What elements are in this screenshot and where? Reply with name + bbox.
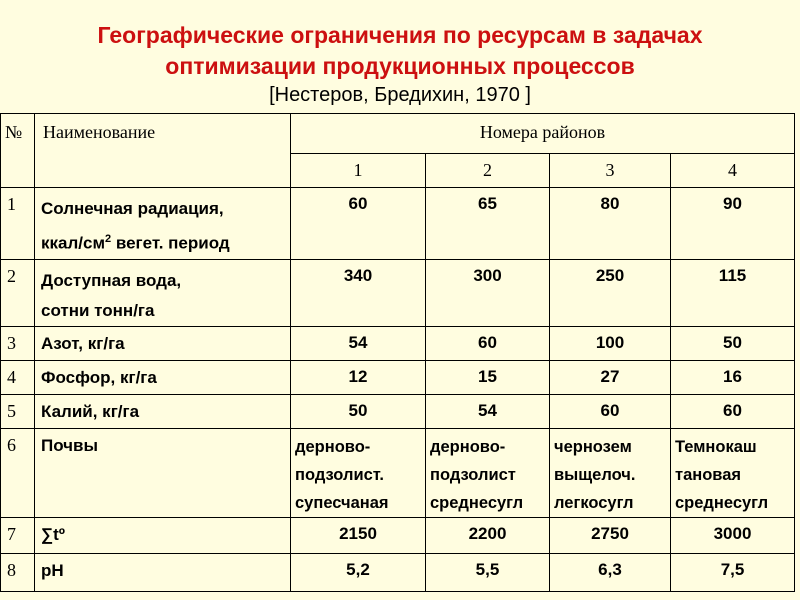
row-name xyxy=(35,188,291,260)
row-name xyxy=(35,259,291,326)
cell-value: 340 xyxy=(291,259,426,326)
soil-line: дерново- xyxy=(430,437,506,456)
cell-value: 60 xyxy=(426,326,550,360)
cell-value: 65 xyxy=(426,188,550,260)
cell-value: 300 xyxy=(426,259,550,326)
row-name: ∑tº xyxy=(35,517,291,553)
cell-value: 60 xyxy=(550,394,671,428)
row-num: 5 xyxy=(1,394,35,428)
soil-line: выщелоч. xyxy=(554,465,636,484)
region-number: 3 xyxy=(550,154,671,188)
soil-line: Темнокаш xyxy=(675,437,757,456)
row-name: Азот, кг/га xyxy=(35,326,291,360)
unit-part: вегет. период xyxy=(111,233,230,253)
row-name-line: сотни тонн/га xyxy=(41,300,155,320)
region-number: 4 xyxy=(671,154,795,188)
region-number: 2 xyxy=(426,154,550,188)
title-line-1: Географические ограничения по ресурсам в задачах xyxy=(97,22,703,48)
soil-cell xyxy=(291,428,426,517)
cell-value: 60 xyxy=(291,188,426,260)
soil-line: супесчаная xyxy=(295,493,389,512)
soil-line: среднесугл xyxy=(430,493,524,512)
row-num: 8 xyxy=(1,553,35,591)
table-row xyxy=(1,326,795,360)
soil-line: среднесугл xyxy=(675,493,769,512)
cell-value: 60 xyxy=(671,394,795,428)
row-num: 6 xyxy=(1,428,35,517)
table-row xyxy=(1,259,795,326)
cell-value: 15 xyxy=(426,360,550,394)
header-num: № xyxy=(1,114,35,188)
table-row xyxy=(1,188,795,260)
cell-value: 250 xyxy=(550,259,671,326)
row-num: 7 xyxy=(1,517,35,553)
cell-value: 3000 xyxy=(671,517,795,553)
row-name: Почвы xyxy=(35,428,291,517)
header-row xyxy=(1,114,795,154)
cell-value: 50 xyxy=(671,326,795,360)
cell-value: 50 xyxy=(291,394,426,428)
soil-cell xyxy=(426,428,550,517)
cell-value: 6,3 xyxy=(550,553,671,591)
cell-value: 80 xyxy=(550,188,671,260)
row-name: pH xyxy=(35,553,291,591)
row-num: 3 xyxy=(1,326,35,360)
cell-value: 2200 xyxy=(426,517,550,553)
row-name: Калий, кг/га xyxy=(35,394,291,428)
soil-line: подзолист. xyxy=(295,465,384,484)
cell-value: 5,2 xyxy=(291,553,426,591)
soil-cell xyxy=(671,428,795,517)
cell-value: 12 xyxy=(291,360,426,394)
cell-value: 2750 xyxy=(550,517,671,553)
slide-title xyxy=(0,20,800,82)
header-regions: Номера районов xyxy=(291,114,795,154)
cell-value: 2150 xyxy=(291,517,426,553)
cell-value: 7,5 xyxy=(671,553,795,591)
table-row xyxy=(1,428,795,517)
cell-value: 5,5 xyxy=(426,553,550,591)
cell-value: 54 xyxy=(291,326,426,360)
row-name: Фосфор, кг/га xyxy=(35,360,291,394)
table-row xyxy=(1,394,795,428)
soil-line: подзолист xyxy=(430,465,516,484)
table-row xyxy=(1,360,795,394)
cell-value: 27 xyxy=(550,360,671,394)
row-num: 4 xyxy=(1,360,35,394)
unit-part: ккал/см xyxy=(41,233,106,253)
cell-value: 54 xyxy=(426,394,550,428)
table-row xyxy=(1,553,795,591)
unit-superscript: 2 xyxy=(105,233,112,245)
title-line-2: оптимизации продукционных процессов xyxy=(165,53,635,79)
cell-value: 115 xyxy=(671,259,795,326)
row-name-line: Солнечная радиация, xyxy=(41,199,224,218)
cell-value: 90 xyxy=(671,188,795,260)
soil-cell xyxy=(550,428,671,517)
soil-line: легкосугл xyxy=(554,493,634,512)
row-num: 1 xyxy=(1,188,35,260)
cell-value: 16 xyxy=(671,360,795,394)
row-name-line xyxy=(41,224,290,259)
table-row xyxy=(1,517,795,553)
soil-line: чернозем xyxy=(554,437,632,456)
row-num: 2 xyxy=(1,259,35,326)
cell-value: 100 xyxy=(550,326,671,360)
row-name-line: Доступная вода, xyxy=(41,270,182,290)
region-number: 1 xyxy=(291,154,426,188)
source-citation: [Нестеров, Бредихин, 1970 ] xyxy=(269,84,531,106)
soil-line: дерново- xyxy=(295,437,371,456)
header-name: Наименование xyxy=(35,114,291,188)
resources-table xyxy=(0,113,795,592)
soil-line: тановая xyxy=(675,465,742,484)
